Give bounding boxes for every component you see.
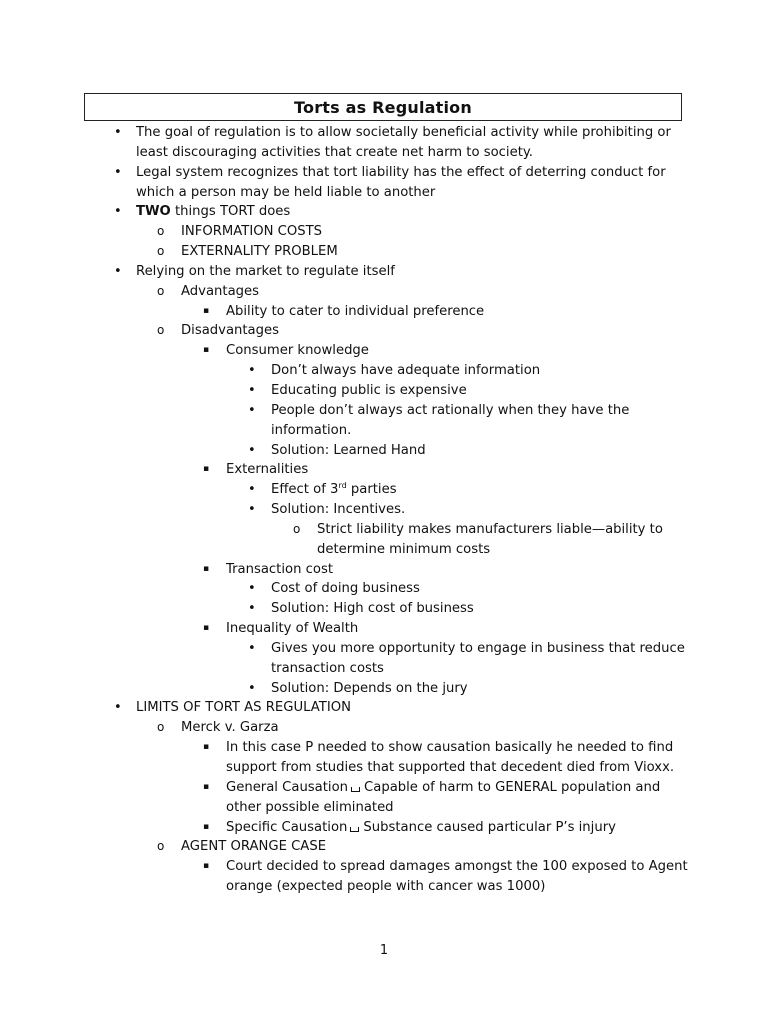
outline-line-text [181,242,338,262]
outline-line-text [271,480,397,500]
bullet-icon: • [114,164,122,180]
outline-line [0,401,768,421]
outline-line-text [226,818,616,838]
outline-line-text [271,361,540,381]
bullet-icon: • [248,601,256,617]
hollow-bullet-icon: o [157,244,165,259]
hollow-bullet-icon: o [157,224,165,239]
outline-line-text [136,262,395,282]
line-text: least discouraging activities that create net harm to society. [136,144,533,160]
superscript: rd [338,481,347,491]
line-text: determine minimum costs [317,541,491,557]
bold-emphasis: TWO [136,204,171,220]
line-text: INFORMATION COSTS [181,224,323,240]
square-bullet-icon: ▪ [203,781,210,792]
outline-line [0,758,768,778]
outline-line-text [136,123,671,143]
outline-line [0,679,768,699]
outline-line [0,718,768,738]
line-text: LIMITS OF TORT AS REGULATION [136,700,351,716]
outline-line-text [226,302,484,322]
line-text: Educating public is expensive [271,382,467,398]
outline-line-text [226,560,333,580]
outline-line [0,619,768,639]
line-text: Relying on the market to regulate itself [136,263,395,279]
outline-line-text [271,679,468,699]
line-text: Cost of doing business [271,581,420,597]
line-text-continued: parties [346,482,397,498]
line-text-continued: Substance caused particular P’s injury [363,819,616,835]
square-bullet-icon: ▪ [203,742,210,753]
outline-line [0,441,768,461]
line-text: Court decided to spread damages amongst the 100 exposed to Agent [226,859,688,875]
outline-line-text [271,421,351,441]
outline-line-text [226,877,545,897]
line-text: People don’t always act rationally when they have the [271,402,630,418]
bullet-icon: • [248,502,256,518]
outline-line [0,520,768,540]
outline-line [0,837,768,857]
outline-line-text [226,778,660,798]
line-text: General Causation [226,779,349,795]
document-title: Torts as Regulation [294,97,472,117]
outline-line-text [226,341,369,361]
square-bullet-icon: ▪ [203,821,210,832]
line-text: Solution: High cost of business [271,601,474,617]
line-text: support from studies that supported that decedent died from Vioxx. [226,760,675,775]
line-text: Effect of 3 [271,482,339,498]
outline-line [0,698,768,718]
outline-line-text [271,381,467,401]
outline-line [0,460,768,480]
outline-line [0,183,768,203]
hollow-bullet-icon: o [157,283,165,298]
line-text: Strict liability makes manufacturers liable—ability to [317,521,663,537]
bullet-icon: • [248,363,256,379]
bullet-icon: • [248,581,256,597]
line-text: transaction costs [271,660,384,676]
square-bullet-icon: ▪ [203,623,210,634]
bullet-icon: • [114,263,122,279]
outline-line-text [181,837,326,857]
bullet-icon: • [248,382,256,398]
outline-line-text [271,500,405,520]
outline-line-text [271,639,685,659]
square-bullet-icon: ▪ [203,563,210,574]
outline-line [0,778,768,798]
line-text: Ability to cater to individual preference [226,303,485,319]
outline-line-text [226,619,358,639]
line-text: In this case P needed to show causation basically he needed to find [226,740,674,756]
square-bullet-icon: ▪ [203,345,210,356]
square-bullet-icon: ▪ [203,464,210,475]
page-number: 1 [379,943,389,958]
outline-line-text [226,738,673,758]
hollow-bullet-icon: o [157,839,165,854]
outline-line [0,163,768,183]
hollow-bullet-icon: o [157,720,165,735]
outline-line [0,341,768,361]
outline-line [0,123,768,143]
line-text: Externalities [226,462,309,478]
outline-line [0,282,768,302]
bullet-icon: • [114,700,122,716]
outline-line [0,599,768,619]
outline-line-text [271,579,420,599]
outline-line [0,480,768,500]
line-text: other possible eliminated [226,799,394,815]
line-text: Gives you more opportunity to engage in business that reduce [271,640,685,656]
outline-line-text [271,659,384,679]
outline-line-text [226,798,394,818]
line-text: Legal system recognizes that tort liability has the effect of deterring conduct for [136,164,666,180]
line-text: Transaction cost [226,561,333,577]
outline-line-text [181,321,279,341]
dash-glyph-icon [351,787,360,792]
outline-line-text [136,698,351,718]
outline-line-text [271,441,426,461]
line-text: things TORT does [170,204,291,220]
outline-line [0,321,768,341]
line-text: information. [271,422,352,438]
bullet-icon: • [248,482,256,498]
outline-line [0,222,768,242]
bullet-icon: • [248,640,256,656]
outline-line [0,579,768,599]
outline-line-text [226,460,308,480]
line-text: orange (expected people with cancer was 1000) [226,879,546,895]
outline-line [0,540,768,560]
outline-line-text [181,282,259,302]
outline-line-text [226,857,688,877]
line-text: EXTERNALITY PROBLEM [181,244,338,260]
outline-line [0,242,768,262]
outline-line [0,798,768,818]
outline-line [0,818,768,838]
outline-line-text [136,202,290,222]
hollow-bullet-icon: o [293,521,301,536]
line-text: Disadvantages [181,323,279,339]
outline-line-text [271,599,474,619]
line-text: Don’t always have adequate information [271,363,541,379]
line-text: The goal of regulation is to allow societally beneficial activity while prohibiting or [136,125,671,140]
dash-glyph-icon [350,827,359,832]
outline-line-text [136,143,533,163]
line-text-continued: Capable of harm to GENERAL population and [364,779,661,795]
line-text: Merck v. Garza [181,720,279,736]
outline-line [0,143,768,163]
line-text: Solution: Depends on the jury [271,680,468,696]
outline-line [0,262,768,282]
outline-line [0,421,768,441]
outline-line-text [317,520,663,540]
outline-line-text [136,183,435,203]
bullet-icon: • [248,402,256,418]
outline-line [0,560,768,580]
outline-line [0,639,768,659]
bullet-icon: • [248,680,256,696]
line-text: Specific Causation [226,819,348,835]
outline-line [0,659,768,679]
outline-line-text [181,222,322,242]
outline-line [0,302,768,322]
hollow-bullet-icon: o [157,323,165,338]
outline-line-text [226,758,674,778]
bullet-icon: • [114,204,122,220]
line-text: Solution: Incentives. [271,502,406,518]
square-bullet-icon: ▪ [203,861,210,872]
outline-line [0,877,768,897]
bullet-icon: • [114,125,122,140]
outline-line [0,361,768,381]
line-text: AGENT ORANGE CASE [181,839,327,855]
outline-line-text [181,718,279,738]
outline-line [0,381,768,401]
line-text: Solution: Learned Hand [271,442,426,458]
line-text: which a person may be held liable to another [136,184,436,200]
line-text: Inequality of Wealth [226,621,359,637]
outline-line-text [317,540,490,560]
document-title-box [84,93,682,121]
line-text: Advantages [181,283,260,299]
line-text: Consumer knowledge [226,343,369,359]
outline-line-text [136,163,666,183]
outline-line [0,738,768,758]
outline-line [0,202,768,222]
bullet-icon: • [248,442,256,458]
outline-line [0,500,768,520]
square-bullet-icon: ▪ [203,305,210,316]
outline-body [0,123,768,897]
outline-line [0,857,768,877]
outline-line-text [271,401,629,421]
